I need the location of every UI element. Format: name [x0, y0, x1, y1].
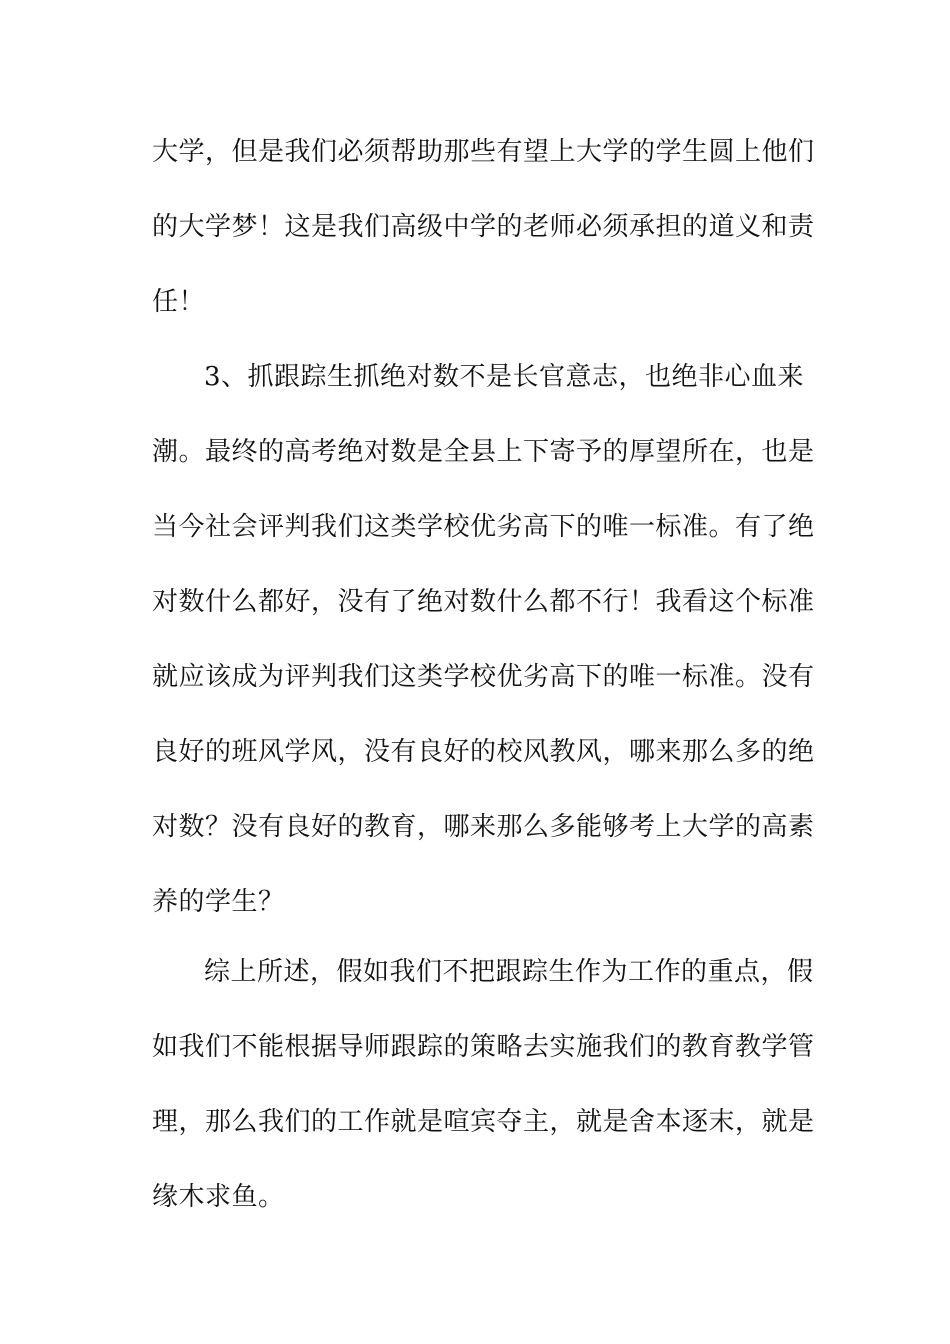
- text-line: 任！: [152, 287, 206, 317]
- paragraph-1: [152, 115, 815, 340]
- text-line: 综上所述，假如我们不把跟踪生作为工作的重点，假: [204, 957, 814, 987]
- text-line: 如我们不能根据导师跟踪的策略去实施我们的教育教学管: [152, 1032, 815, 1062]
- text-line: 理，那么我们的工作就是喧宾夺主，就是舍本逐末，就是: [152, 1107, 815, 1137]
- paragraph-2: [152, 340, 815, 940]
- text-line: 的大学梦！这是我们高级中学的老师必须承担的道义和责: [152, 212, 815, 242]
- text-line: 3、抓跟踪生抓绝对数不是长官意志，也绝非心血来: [204, 362, 805, 392]
- text-line: 对数什么都好，没有了绝对数什么都不行！我看这个标准: [152, 587, 815, 617]
- text-line: 潮。最终的高考绝对数是全县上下寄予的厚望所在，也是: [152, 437, 815, 467]
- text-line: 对数？没有良好的教育，哪来那么多能够考上大学的高素: [152, 812, 815, 842]
- text-line: 当今社会评判我们这类学校优劣高下的唯一标准。有了绝: [152, 512, 815, 542]
- text-line: 大学，但是我们必须帮助那些有望上大学的学生圆上他们: [152, 137, 815, 167]
- paragraph-3: [152, 935, 815, 1235]
- text-line: 缘木求鱼。: [152, 1182, 285, 1212]
- text-line: 养的学生？: [152, 887, 285, 917]
- text-line: 良好的班风学风，没有良好的校风教风，哪来那么多的绝: [152, 737, 815, 767]
- text-line: 就应该成为评判我们这类学校优劣高下的唯一标准。没有: [152, 662, 815, 692]
